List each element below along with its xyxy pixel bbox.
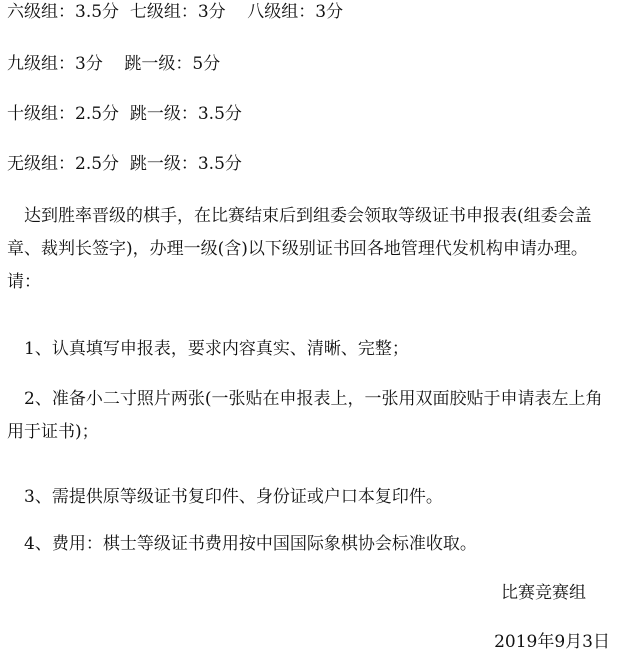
score-line-level-9: 九级组：3分 跳一级：5分 [7, 54, 221, 74]
score-line-level-10: 十级组：2.5分 跳一级：3.5分 [7, 104, 242, 124]
requirement-item-3: 3、需提供原等级证书复印件、身份证或户口本复印件。 [24, 487, 443, 507]
signature: 比赛竞赛组 [501, 583, 586, 603]
requirement-item-4: 4、费用：棋士等级证书费用按中国国际象棋协会标准收取。 [24, 534, 477, 554]
requirement-item-2: 2、准备小二寸照片两张(一张贴在申报表上，一张用双面胶贴于申请表左上角用于证书)； [7, 389, 603, 442]
score-line-level-6-7-8: 六级组：3.5分 七级组：3分 八级组：3分 [7, 2, 344, 22]
promotion-paragraph: 达到胜率晋级的棋手，在比赛结束后到组委会领取等级证书申报表(组委会盖章、裁判长签字)，办理一级(含)以下级别证书回各地管理代发机构申请办理。请： [7, 206, 592, 292]
date: 2019年9月3日 [494, 632, 610, 652]
requirement-item-1: 1、认真填写申报表，要求内容真实、清晰、完整； [24, 339, 409, 359]
score-line-no-level: 无级组：2.5分 跳一级：3.5分 [7, 154, 242, 174]
